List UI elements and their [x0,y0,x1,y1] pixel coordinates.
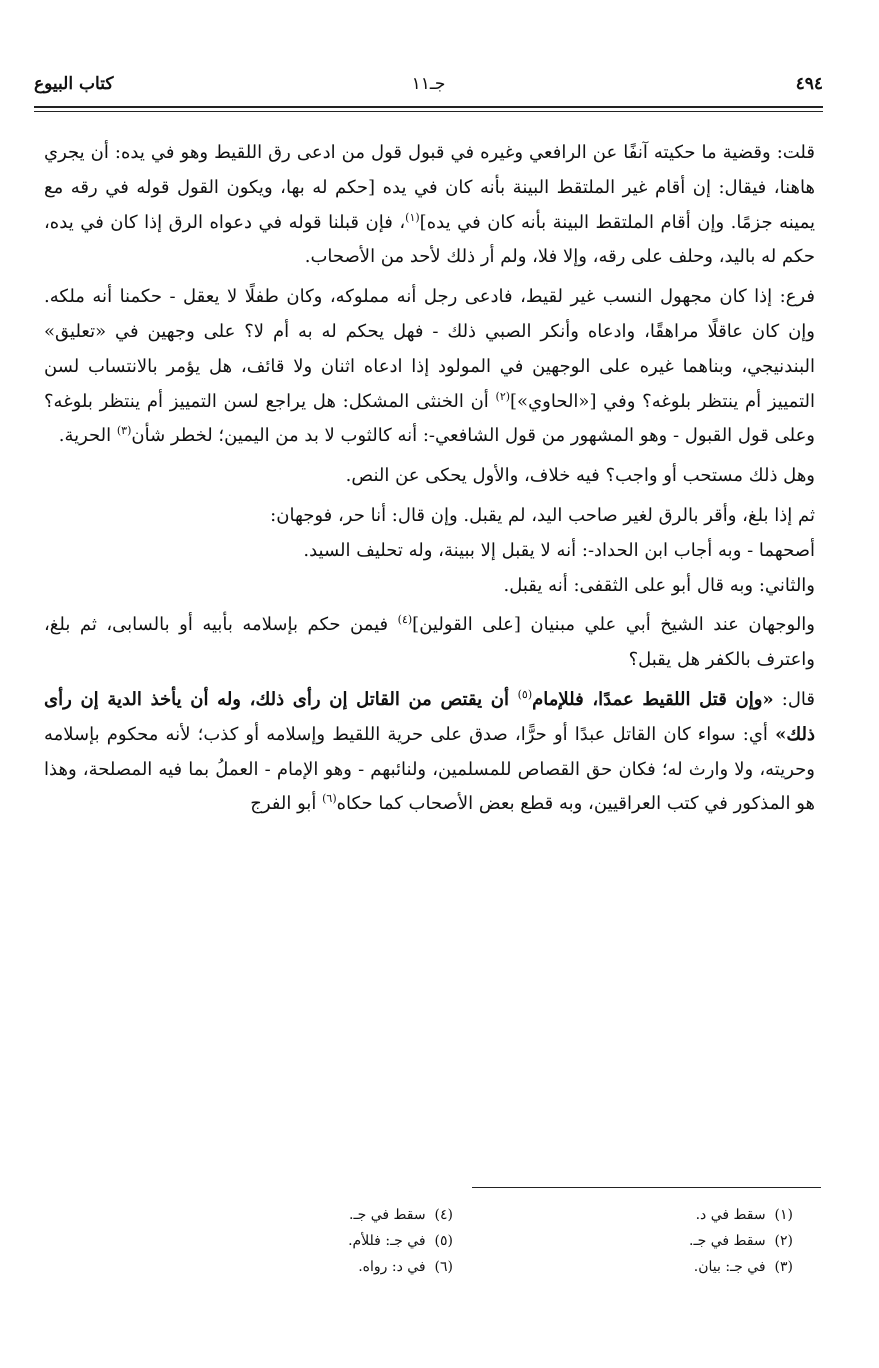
footnote-number: (٥) [434,1233,453,1249]
footnote-text: في جـ: فللأم. [348,1233,426,1249]
paragraph-1 [44,136,821,275]
footnote-ref-4: (٤) [397,613,413,627]
paragraph-3: وهل ذلك مستحب أو واجب؟ فيه خلاف، والأول يحكى عن النص. [345,465,815,487]
volume-number: جـ١١ [411,74,446,94]
paragraph-7 [44,608,821,678]
book-title: كتاب البيوع [34,74,114,94]
footnote-ref-2: (٢) [495,389,511,403]
footnote-3 [603,1254,793,1280]
paragraph-6: والثاني: وبه قال أبو على الثقفى: أنه يقبل. [503,574,815,596]
paragraph-1-text: قلت: وقضية ما حكيته آنفًا عن الرافعي وغيره في قبول قول من ادعى رق اللقيط وهو في يده: أن يجري هاهنا، فيقال: إن أقام غير الملتقط البينة بأنه كان في يده [حكم له بها، ويكون القول قوله في رقه مع يمينه جزمًا. وإن أقام الملتقط البينة بأنه كان في يده] [44,142,816,233]
footnote-number: (٣) [774,1259,793,1275]
footnote-ref-6: (٦) [322,792,337,806]
footnote-number: (٢) [774,1233,793,1249]
footnote-1 [603,1202,793,1228]
footnote-number: (٦) [434,1259,453,1275]
page-header [34,70,823,104]
paragraph-8-text-a: أي: سواء كان القاتل عبدًا أو حرًّا، صدق على حرية اللقيط وإسلامه أو كذب؛ لأنه محكوم بإسلامه وحريته، ولا وارث له؛ فكان حق القصاص للمسلمين، ولنائبهم - وهو الإمام - العملُ بما فيه المصلحة، وهذا هو المذكور في كتب العراقيين، وبه قطع بعض الأصحاب كما حكاه [44,723,815,815]
paragraph-8 [44,683,821,822]
footnotes-column-left [263,1202,453,1280]
footnote-text: سقط في د. [695,1207,766,1223]
footnote-4 [263,1202,453,1228]
paragraph-5: أصحهما - وبه أجاب ابن الحداد-: أنه لا يقبل إلا ببينة، وله تحليف السيد. [303,539,815,561]
footnote-number: (١) [774,1207,793,1223]
quoted-matn-2: أن يقتص من القاتل إن رأى ذلك، وله أن يأخذ الدية إن رأى ذلك» [44,688,815,745]
footnotes-column-right [603,1202,793,1280]
paragraph-4: ثم إذا بلغ، وأقر بالرق لغير صاحب اليد، لم يقبل. وإن قال: أنا حر، فوجهان: [270,504,815,526]
header-rule-thick [34,106,823,108]
paragraph-1-end: ، فإن قبلنا قوله في دعواه الرق إذا كان في يده، حكم له باليد، وحلف على رقه، وإلا فلا، ولم أر ذلك لأحد من الأصحاب. [44,211,815,268]
footnote-separator [472,1187,821,1188]
page-number: ٤٩٤ [795,74,823,94]
paragraph-8-intro: قال: [773,688,815,710]
footnote-text: سقط في جـ. [349,1207,426,1223]
footnote-ref-1: (١) [405,210,420,224]
paragraph-2-text-a: فرع: إذا كان مجهول النسب غير لقيط، فادعى رجل أنه مملوكه، وكان طفلًا لا يعقل - حكمنا أنه ملكه. وإن كان عاقلًا مراهقًا، وادعاه وأنكر الصبي ذلك - فهل يحكم له به أم لا؟ على وجهين في «تعليق» البندنيجي، وبناهما غيره على الوجهين في المولود إذا ادعاه اثنان ولا قائف، هل يؤمر بالانتساب لسن التمييز أم ينتظر بلوغه؟ وفي [«الحاوي»] [44,286,815,412]
paragraph-7-text-a: والوجهان عند الشيخ أبي علي مبنيان [على القولين] [412,614,815,636]
main-text [44,136,821,822]
paragraph-2-text-b: أن الخنثى المشكل: هل يراجع لسن التمييز أم ينتظر بلوغه؟ وعلى قول القبول - وهو المشهور من قول الشافعي-: أنه كالثوب لا بد من اليمين؛ لخطر شأن [44,390,815,447]
footnote-2 [603,1228,793,1254]
footnote-text: سقط في جـ. [689,1233,766,1249]
footnote-ref-3: (٣) [116,424,132,438]
footnote-text: في د: رواه. [358,1259,426,1275]
paragraph-2-text-c: الحرية. [58,425,117,447]
paragraph-8-text-b: أبو الفرج [250,793,323,815]
paragraph-7-text-b: فيمن حكم بإسلامه بأبيه أو بالسابى، ثم بلغ، واعترف بالكفر هل يقبل؟ [44,614,815,671]
quoted-matn-1: «وإن قتل اللقيط عمدًا، فللإمام [532,688,774,710]
footnote-text: في جـ: بيان. [693,1259,766,1275]
footnote-5 [263,1228,453,1254]
footnote-6 [263,1254,453,1280]
footnote-ref-5: (٥) [517,687,533,701]
footnote-number: (٤) [434,1207,453,1223]
header-rule-thin [34,111,823,112]
paragraph-2 [44,280,821,454]
